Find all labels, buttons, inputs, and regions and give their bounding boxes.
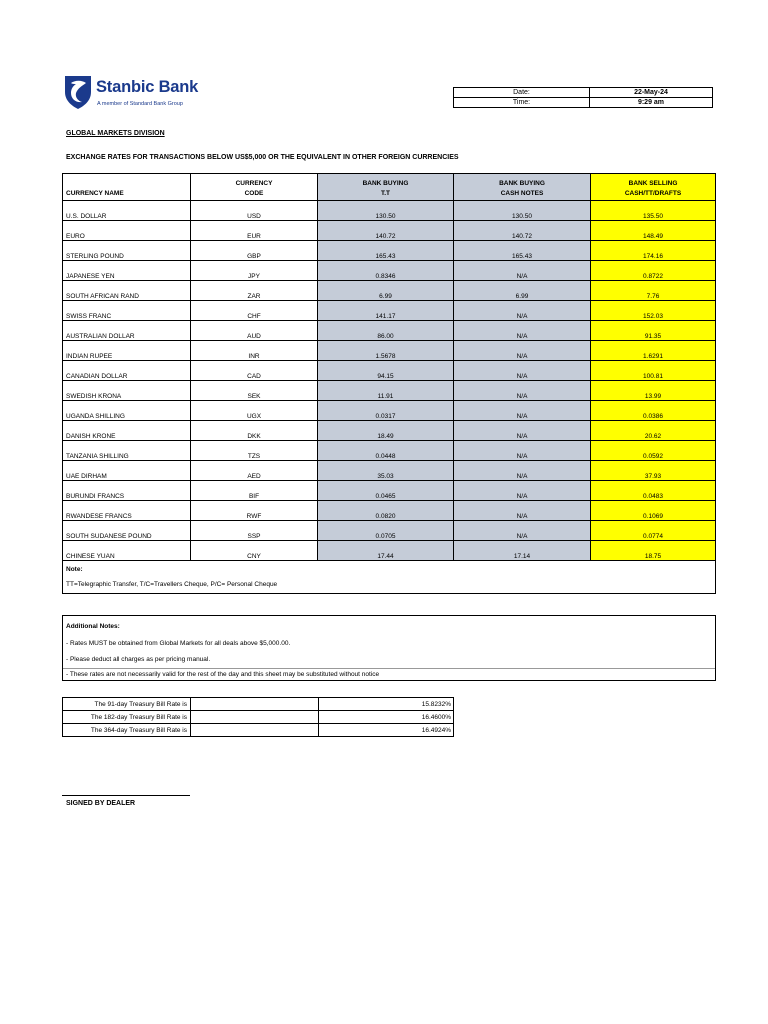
currency-name-cell: DANISH KRONE bbox=[63, 421, 191, 441]
treasury-bill-rate: 16.4924% bbox=[319, 724, 454, 737]
currency-code-cell: AED bbox=[191, 461, 318, 481]
buying-cash-cell: N/A bbox=[454, 501, 591, 521]
table-row bbox=[63, 521, 716, 541]
treasury-bill-rate: 16.4600% bbox=[319, 711, 454, 724]
selling-cell: 0.1069 bbox=[591, 501, 716, 521]
buying-cash-cell: N/A bbox=[454, 381, 591, 401]
buying-cash-cell: N/A bbox=[454, 421, 591, 441]
buying-tt-cell: 141.17 bbox=[318, 301, 454, 321]
additional-notes-title: Additional Notes: bbox=[66, 623, 120, 630]
currency-code-cell: DKK bbox=[191, 421, 318, 441]
selling-cell: 135.50 bbox=[591, 201, 716, 221]
divider bbox=[63, 668, 715, 669]
table-row bbox=[63, 501, 716, 521]
selling-cell: 0.0483 bbox=[591, 481, 716, 501]
currency-code-cell: BIF bbox=[191, 481, 318, 501]
treasury-bill-row bbox=[63, 724, 454, 737]
table-row bbox=[63, 481, 716, 501]
currency-code-cell: INR bbox=[191, 341, 318, 361]
treasury-bill-label: The 182-day Treasury Bill Rate is bbox=[63, 711, 191, 724]
buying-cash-cell: N/A bbox=[454, 321, 591, 341]
time-label: Time: bbox=[454, 98, 590, 108]
brand-name: Stanbic Bank bbox=[96, 78, 199, 96]
currency-code-cell: ZAR bbox=[191, 281, 318, 301]
table-row bbox=[63, 381, 716, 401]
buying-tt-cell: 11.91 bbox=[318, 381, 454, 401]
buying-cash-cell: N/A bbox=[454, 261, 591, 281]
date-label: Date: bbox=[454, 88, 590, 98]
empty-cell bbox=[191, 724, 319, 737]
date-value: 22-May-24 bbox=[590, 88, 713, 98]
buying-cash-cell: N/A bbox=[454, 441, 591, 461]
table-row bbox=[63, 341, 716, 361]
buying-tt-cell: 6.99 bbox=[318, 281, 454, 301]
currency-name-cell: INDIAN RUPEE bbox=[63, 341, 191, 361]
currency-code-cell: UGX bbox=[191, 401, 318, 421]
header-cell: T.T bbox=[318, 187, 454, 201]
currency-name-cell: SOUTH AFRICAN RAND bbox=[63, 281, 191, 301]
table-row bbox=[63, 401, 716, 421]
treasury-bill-row bbox=[63, 711, 454, 724]
buying-cash-cell: N/A bbox=[454, 401, 591, 421]
currency-code-cell: JPY bbox=[191, 261, 318, 281]
selling-cell: 7.76 bbox=[591, 281, 716, 301]
buying-cash-cell: 130.50 bbox=[454, 201, 591, 221]
signature-line bbox=[62, 795, 190, 796]
note-label: Note: bbox=[66, 566, 83, 573]
selling-cell: 91.35 bbox=[591, 321, 716, 341]
currency-code-cell: SSP bbox=[191, 521, 318, 541]
header-cell: BANK BUYING bbox=[454, 174, 591, 188]
buying-cash-cell: N/A bbox=[454, 521, 591, 541]
buying-tt-cell: 35.03 bbox=[318, 461, 454, 481]
buying-cash-cell: N/A bbox=[454, 301, 591, 321]
buying-tt-cell: 0.0465 bbox=[318, 481, 454, 501]
currency-name-cell: EURO bbox=[63, 221, 191, 241]
time-value: 9:29 am bbox=[590, 98, 713, 108]
currency-name-cell: SWEDISH KRONA bbox=[63, 381, 191, 401]
additional-note-line: - Rates MUST be obtained from Global Markets for all deals above $5,000.00. bbox=[66, 640, 291, 647]
division-heading: GLOBAL MARKETS DIVISION bbox=[66, 130, 165, 137]
selling-cell: 0.0592 bbox=[591, 441, 716, 461]
treasury-bill-rate: 15.8232% bbox=[319, 698, 454, 711]
currency-name-cell: U.S. DOLLAR bbox=[63, 201, 191, 221]
currency-name-cell: STERLING POUND bbox=[63, 241, 191, 261]
buying-cash-cell: N/A bbox=[454, 341, 591, 361]
selling-cell: 18.75 bbox=[591, 541, 716, 561]
currency-code-cell: USD bbox=[191, 201, 318, 221]
header-cell: BANK BUYING bbox=[318, 174, 454, 188]
shield-logo-icon bbox=[62, 74, 94, 110]
currency-code-cell: CAD bbox=[191, 361, 318, 381]
currency-name-cell: TANZANIA SHILLING bbox=[63, 441, 191, 461]
date-time-box bbox=[453, 87, 713, 108]
treasury-bill-row bbox=[63, 698, 454, 711]
buying-tt-cell: 17.44 bbox=[318, 541, 454, 561]
buying-tt-cell: 86.00 bbox=[318, 321, 454, 341]
buying-tt-cell: 0.0820 bbox=[318, 501, 454, 521]
currency-code-cell: RWF bbox=[191, 501, 318, 521]
table-row bbox=[63, 361, 716, 381]
empty-cell bbox=[191, 711, 319, 724]
header-cell: CODE bbox=[191, 187, 318, 201]
buying-tt-cell: 0.0317 bbox=[318, 401, 454, 421]
header-cell: CURRENCY NAME bbox=[63, 187, 191, 201]
buying-tt-cell: 0.0448 bbox=[318, 441, 454, 461]
header-cell: CASH/TT/DRAFTS bbox=[591, 187, 716, 201]
buying-tt-cell: 130.50 bbox=[318, 201, 454, 221]
selling-cell: 1.6291 bbox=[591, 341, 716, 361]
buying-tt-cell: 140.72 bbox=[318, 221, 454, 241]
buying-tt-cell: 0.8346 bbox=[318, 261, 454, 281]
currency-name-cell: UGANDA SHILLING bbox=[63, 401, 191, 421]
selling-cell: 0.0386 bbox=[591, 401, 716, 421]
buying-cash-cell: 17.14 bbox=[454, 541, 591, 561]
currency-name-cell: UAE DIRHAM bbox=[63, 461, 191, 481]
buying-tt-cell: 94.15 bbox=[318, 361, 454, 381]
treasury-bill-label: The 91-day Treasury Bill Rate is bbox=[63, 698, 191, 711]
empty-cell bbox=[191, 698, 319, 711]
currency-code-cell: AUD bbox=[191, 321, 318, 341]
table-row bbox=[63, 461, 716, 481]
table-row bbox=[63, 541, 716, 561]
currency-code-cell: CHF bbox=[191, 301, 318, 321]
table-row bbox=[63, 301, 716, 321]
table-row bbox=[63, 321, 716, 341]
header-cell bbox=[63, 174, 191, 188]
header-cell: CURRENCY bbox=[191, 174, 318, 188]
buying-tt-cell: 1.5678 bbox=[318, 341, 454, 361]
selling-cell: 13.99 bbox=[591, 381, 716, 401]
table-row bbox=[63, 261, 716, 281]
buying-cash-cell: 165.43 bbox=[454, 241, 591, 261]
buying-tt-cell: 165.43 bbox=[318, 241, 454, 261]
currency-name-cell: AUSTRALIAN DOLLAR bbox=[63, 321, 191, 341]
table-row bbox=[63, 241, 716, 261]
additional-notes-box bbox=[62, 615, 716, 681]
currency-code-cell: SEK bbox=[191, 381, 318, 401]
table-row bbox=[63, 441, 716, 461]
selling-cell: 174.16 bbox=[591, 241, 716, 261]
header-cell: BANK SELLING bbox=[591, 174, 716, 188]
selling-cell: 0.0774 bbox=[591, 521, 716, 541]
note-text: TT=Telegraphic Transfer, T/C=Travellers Cheque, P/C= Personal Cheque bbox=[66, 581, 278, 588]
currency-name-cell: SOUTH SUDANESE POUND bbox=[63, 521, 191, 541]
buying-cash-cell: 6.99 bbox=[454, 281, 591, 301]
buying-cash-cell: N/A bbox=[454, 481, 591, 501]
selling-cell: 148.49 bbox=[591, 221, 716, 241]
currency-name-cell: SWISS FRANC bbox=[63, 301, 191, 321]
table-row bbox=[63, 201, 716, 221]
currency-code-cell: CNY bbox=[191, 541, 318, 561]
signed-by-dealer: SIGNED BY DEALER bbox=[66, 800, 136, 807]
currency-code-cell: EUR bbox=[191, 221, 318, 241]
buying-tt-cell: 18.49 bbox=[318, 421, 454, 441]
selling-cell: 152.03 bbox=[591, 301, 716, 321]
table-header-row-bottom bbox=[63, 187, 716, 201]
buying-cash-cell: N/A bbox=[454, 361, 591, 381]
buying-tt-cell: 0.0705 bbox=[318, 521, 454, 541]
currency-code-cell: GBP bbox=[191, 241, 318, 261]
currency-name-cell: JAPANESE YEN bbox=[63, 261, 191, 281]
treasury-bill-rates-table bbox=[62, 697, 454, 737]
currency-code-cell: TZS bbox=[191, 441, 318, 461]
currency-name-cell: CHINESE YUAN bbox=[63, 541, 191, 561]
selling-cell: 0.8722 bbox=[591, 261, 716, 281]
currency-name-cell: BURUNDI FRANCS bbox=[63, 481, 191, 501]
selling-cell: 100.81 bbox=[591, 361, 716, 381]
treasury-bill-label: The 364-day Treasury Bill Rate is bbox=[63, 724, 191, 737]
exchange-rates-table bbox=[62, 173, 716, 594]
page-subtitle: EXCHANGE RATES FOR TRANSACTIONS BELOW US$5,000 OR THE EQUIVALENT IN OTHER FOREIGN CURRENCIES bbox=[66, 154, 459, 161]
currency-name-cell: RWANDESE FRANCS bbox=[63, 501, 191, 521]
buying-cash-cell: 140.72 bbox=[454, 221, 591, 241]
buying-cash-cell: N/A bbox=[454, 461, 591, 481]
additional-note-line: - These rates are not necessarily valid for the rest of the day and this sheet may be substituted without notice bbox=[66, 671, 380, 678]
table-row bbox=[63, 281, 716, 301]
currency-name-cell: CANADIAN DOLLAR bbox=[63, 361, 191, 381]
additional-note-line: - Please deduct all charges as per pricing manual. bbox=[66, 656, 211, 663]
brand-tagline: A member of Standard Bank Group bbox=[97, 101, 183, 107]
selling-cell: 20.62 bbox=[591, 421, 716, 441]
selling-cell: 37.93 bbox=[591, 461, 716, 481]
table-row bbox=[63, 421, 716, 441]
header-cell: CASH NOTES bbox=[454, 187, 591, 201]
stanbic-logo bbox=[62, 74, 202, 114]
note-cell bbox=[63, 561, 716, 594]
table-header-row-top bbox=[63, 174, 716, 188]
table-row bbox=[63, 221, 716, 241]
table-note-row bbox=[63, 561, 716, 594]
